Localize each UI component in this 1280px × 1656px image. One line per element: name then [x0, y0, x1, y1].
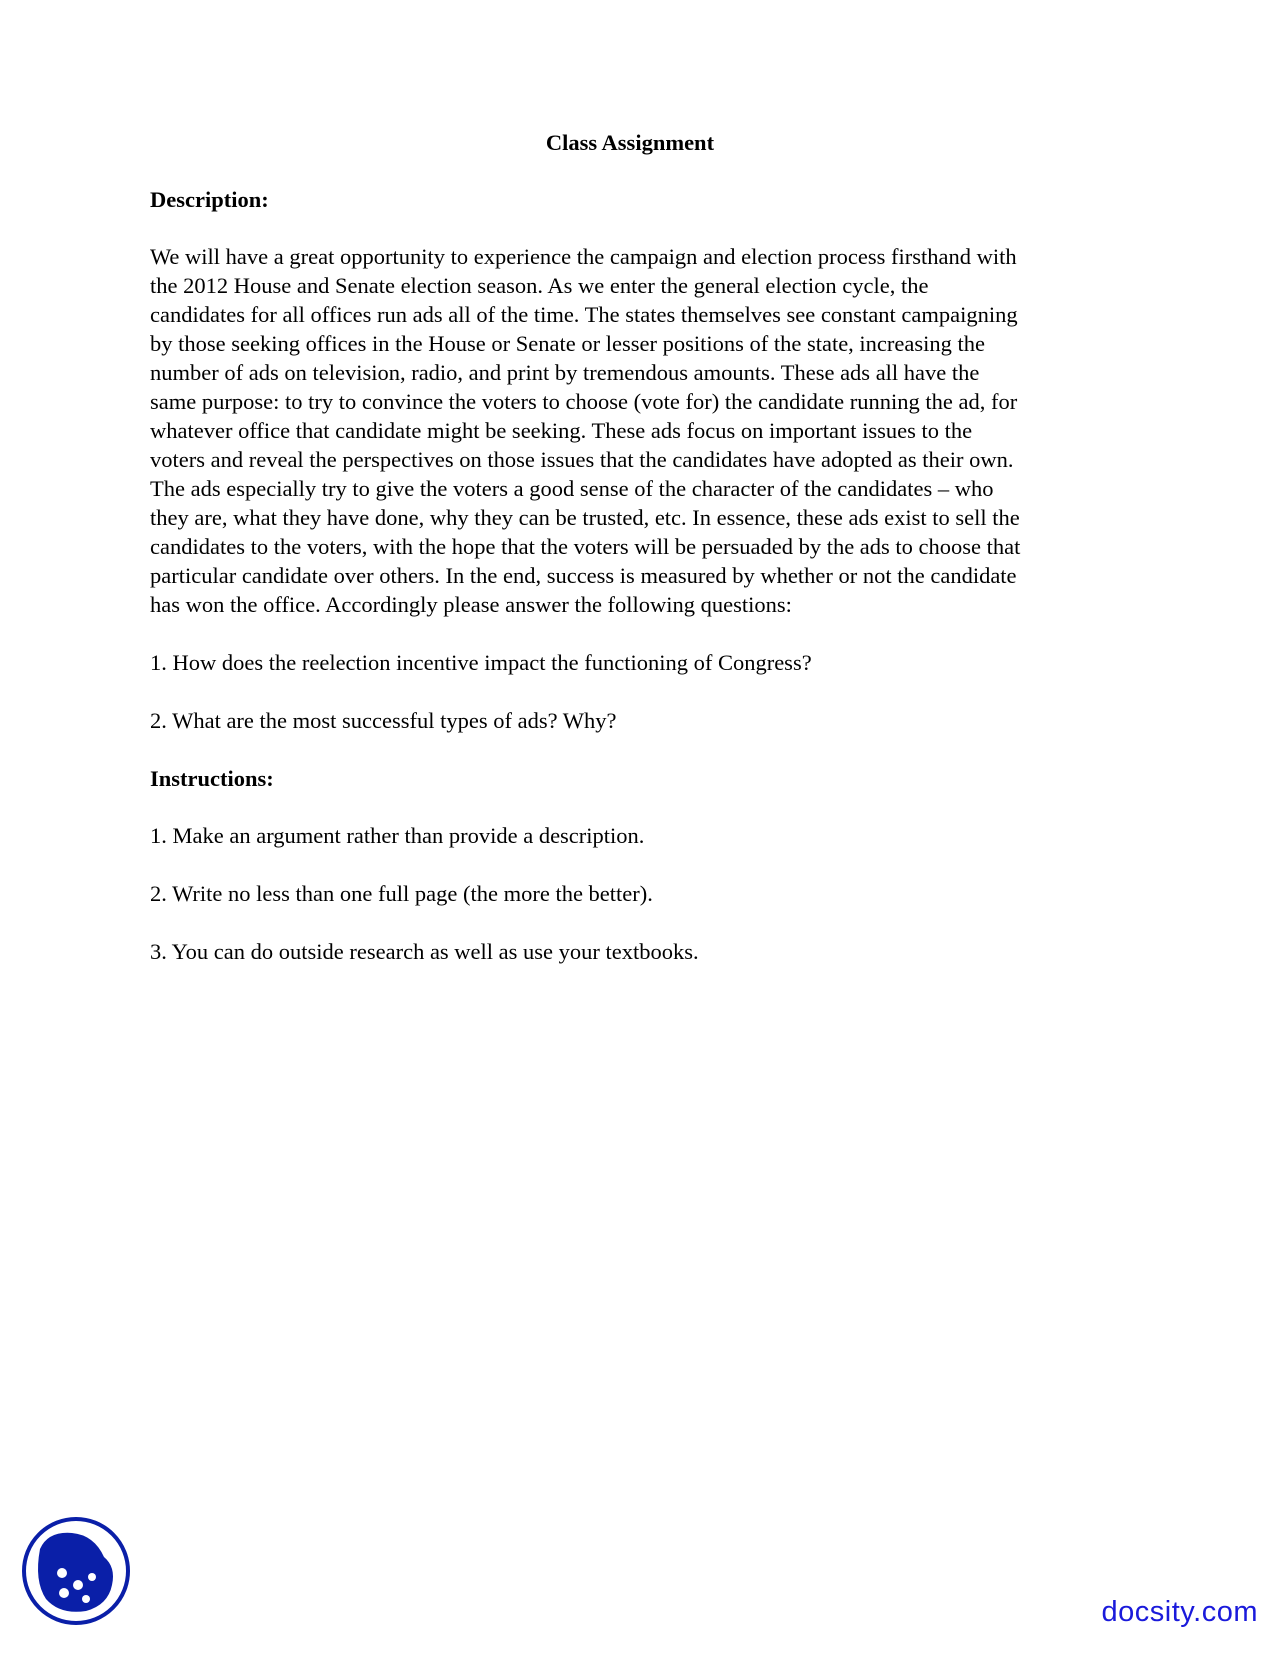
docsity-logo-icon: [20, 1515, 132, 1627]
document-page: [150, 128, 1130, 995]
description-heading: Description:: [150, 187, 269, 212]
document-title: Class Assignment: [545, 130, 715, 155]
docsity-logo-icon: [20, 1515, 132, 1627]
instructions-heading: Instructions:: [150, 766, 274, 791]
instruction-item: 2. Write no less than one full page (the more the better).: [150, 881, 653, 906]
instruction-item: 3. You can do outside research as well as use your textbooks.: [150, 939, 699, 964]
instruction-item: 1. Make an argument rather than provide a description.: [150, 823, 645, 848]
docsity-brand-text: docsity.com: [1101, 1596, 1258, 1628]
question-item: 2. What are the most successful types of ads? Why?: [150, 708, 617, 733]
question-item: 1. How does the reelection incentive impact the functioning of Congress?: [150, 650, 812, 675]
description-paragraph: We will have a great opportunity to experience the campaign and election process firsthand with the 2012 House and Senate election season. As we enter the general election cycle, the candidates for all offices run ads all of the time. The states themselves see constant campaigning by those seeking offices in the House or Senate or lesser positions of the state, increasing the number of ads on television, radio, and print by tremendous amounts. These ads all have the same purpose: to try to convince the voters to choose (vote for) the candidate running the ad, for whatever office that candidate might be seeking. These ads focus on important issues to the voters and reveal the perspectives on those issues that the candidates have adopted as their own. The ads especially try to give the voters a good sense of the character of the candidates – who they are, what they have done, why they can be trusted, etc. In essence, these ads exist to sell the candidates to the voters, with the hope that the voters will be persuaded by the ads to choose that particular candidate over others. In the end, success is measured by whether or not the candidate has won the office. Accordingly please answer the following questions:: [150, 244, 1021, 617]
